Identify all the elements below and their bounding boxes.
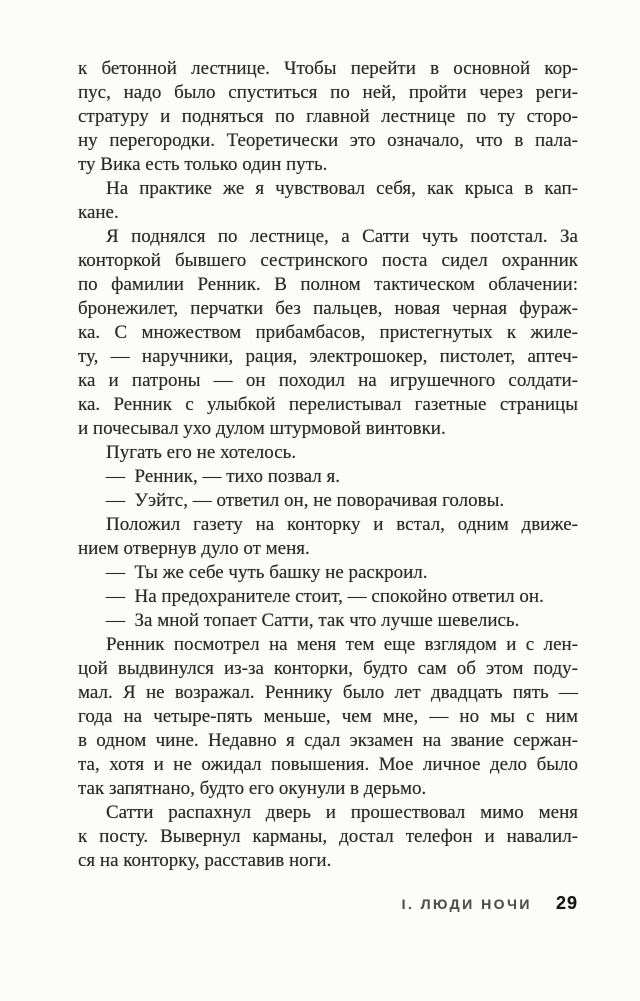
paragraph [78, 57, 578, 177]
paragraph [78, 801, 578, 873]
page-number: 29 [555, 893, 578, 913]
text-line: ну перегородки. Теоретически это означало, что в пала- [78, 130, 578, 151]
text-line: ка и патроны — он походил на игрушечного солдати- [78, 370, 578, 391]
text-line: На практике же я чувствовал себя, как крыса в кап- [106, 178, 578, 199]
paragraph [78, 513, 578, 561]
text-line: пус, надо было спуститься по ней, пройти через реги- [78, 82, 578, 103]
text-line: Сатти распахнул дверь и прошествовал мимо меня [106, 802, 578, 823]
text-line: ту Вика есть только один путь. [78, 154, 328, 175]
text-line: Ренник посмотрел на меня тем еще взглядом и с лен- [106, 634, 578, 655]
text-line: в одном чине. Недавно я сдал экзамен на звание сержан- [78, 730, 578, 751]
running-title: I. ЛЮДИ НОЧИ [401, 896, 532, 912]
text-line: к бетонной лестнице. Чтобы перейти в основной кор- [78, 58, 578, 79]
text-line: — Ты же себе чуть башку не раскроил. [106, 562, 428, 583]
text-line: — Ренник, — тихо позвал я. [106, 466, 340, 487]
text-line: Положил газету на конторку и встал, одним движе- [106, 514, 578, 535]
page-footer [78, 893, 578, 914]
text-line: Я поднялся по лестнице, а Сатти чуть поотстал. За [106, 226, 578, 247]
text-line: стратуру и подняться по главной лестнице по ту сторо- [78, 106, 578, 127]
text-line: — За мной топает Сатти, так что лучше шевелись. [106, 610, 520, 631]
paragraph [78, 177, 578, 225]
text-line: кане. [78, 202, 119, 223]
text-line: ка. С множеством прибамбасов, пристегнутых к жиле- [78, 322, 578, 343]
paragraph [78, 633, 578, 801]
text-line: — Уэйтс, — ответил он, не поворачивая головы. [106, 490, 505, 511]
text-line: — На предохранителе стоит, — спокойно ответил он. [106, 586, 544, 607]
text-line: так запятнано, будто его окунули в дерьмо. [78, 778, 427, 799]
text-line: ка. Ренник с улыбкой перелистывал газетные страницы [78, 394, 578, 415]
paragraph [78, 441, 578, 465]
text-line: та, хотя и не ожидал повышения. Мое личное дело было [78, 754, 578, 775]
text-line: Пугать его не хотелось. [106, 442, 297, 463]
text-line: года на четыре-пять меньше, чем мне, — но мы с ним [78, 706, 578, 727]
paragraph [78, 489, 578, 513]
text-line: к посту. Вывернул карманы, достал телефон и навалил- [78, 826, 578, 847]
text-line: нием отвернув дуло от меня. [78, 538, 310, 559]
paragraph [78, 465, 578, 489]
paragraph [78, 225, 578, 441]
text-line: мал. Я не возражал. Реннику было лет двадцать пять — [78, 682, 578, 703]
text-line: конторкой бывшего сестринского поста сидел охранник [78, 250, 578, 271]
paragraph [78, 609, 578, 633]
page-text [78, 57, 578, 873]
text-line: по фамилии Ренник. В полном тактическом облачении: [78, 274, 578, 295]
text-line: цой выдвинулся из-за конторки, будто сам об этом поду- [78, 658, 578, 679]
paragraph [78, 585, 578, 609]
text-line: ту, — наручники, рация, электрошокер, пистолет, аптеч- [78, 346, 578, 367]
text-line: ся на конторку, расставив ноги. [78, 850, 332, 871]
paragraph [78, 561, 578, 585]
text-line: и почесывал ухо дулом штурмовой винтовки. [78, 418, 446, 439]
text-line: бронежилет, перчатки без пальцев, новая черная фураж- [78, 298, 578, 319]
